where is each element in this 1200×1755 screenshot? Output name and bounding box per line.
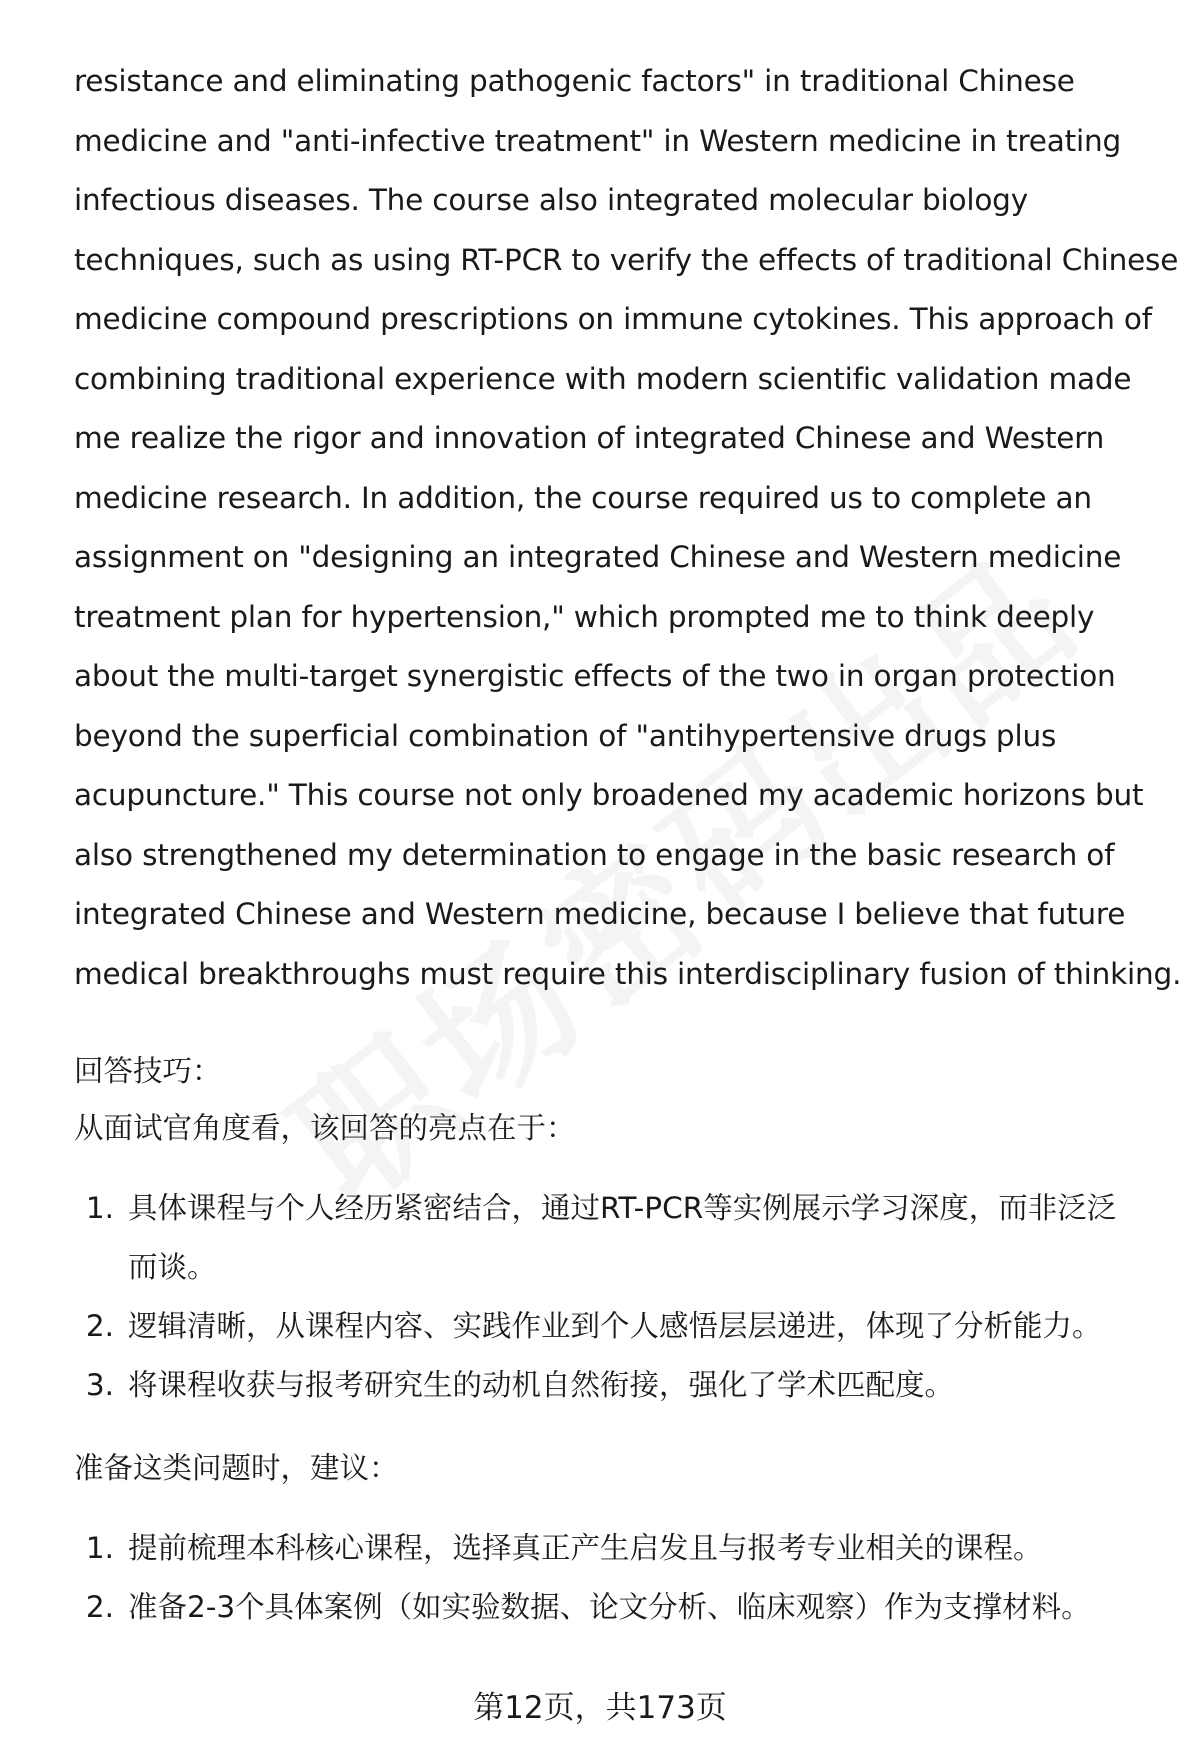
list-item [74, 1519, 1164, 1578]
list-item [74, 1179, 1164, 1297]
paragraph-line: me realize the rigor and innovation of integrated Chinese and Western [74, 421, 1105, 455]
paragraph-line: acupuncture." This course not only broadened my academic horizons but [74, 778, 1144, 812]
paragraph-line: combining traditional experience with modern scientific validation made [74, 361, 1132, 396]
tips-intro: 从面试官角度看，该回答的亮点在于： [74, 1111, 576, 1145]
list-number: 2. [85, 1309, 114, 1343]
list-item-text: 逻辑清晰，从课程内容、实践作业到个人感悟层层递进，体现了分析能力。 [128, 1309, 1102, 1343]
list-item-text: 准备2-3个具体案例（如实验数据、论文分析、临床观察）作为支撑材料。 [128, 1590, 1091, 1624]
document-content [74, 52, 1182, 1637]
list-item-text: 具体课程与个人经历紧密结合，通过RT-PCR等实例展示学习深度，而非泛泛 [128, 1191, 1117, 1225]
list-number: 1. [85, 1531, 114, 1565]
list-item [74, 1578, 1164, 1637]
list-number: 3. [85, 1368, 114, 1402]
paragraph-line: treatment plan for hypertension," which prompted me to think deeply [74, 599, 1095, 634]
paragraph-line: medicine and "anti-infective treatment" in Western medicine in treating [74, 123, 1122, 158]
list-item [74, 1297, 1164, 1356]
list-number: 2. [85, 1590, 114, 1624]
list-number: 1. [85, 1191, 114, 1225]
paragraph-line: resistance and eliminating pathogenic factors" in traditional Chinese [74, 64, 1075, 98]
list-item-text: 而谈。 [128, 1250, 217, 1284]
paragraph-line: techniques, such as using RT-PCR to verify the effects of traditional Chinese [74, 242, 1179, 277]
paragraph-line: also strengthened my determination to engage in the basic research of [74, 837, 1115, 872]
list-item-text: 将课程收获与报考研究生的动机自然衔接，强化了学术匹配度。 [128, 1368, 955, 1402]
paragraph-line: medical breakthroughs must require this interdisciplinary fusion of thinking. [74, 956, 1182, 991]
paragraph-line: medicine compound prescriptions on immune cytokines. This approach of [74, 302, 1152, 336]
page-number-footer: 第12页，共173页 [473, 1690, 727, 1726]
body-paragraph [74, 52, 1182, 1004]
tips-heading: 回答技巧： [74, 1054, 222, 1088]
paragraph-line: beyond the superficial combination of "antihypertensive drugs plus [74, 718, 1057, 753]
paragraph-line: infectious diseases. The course also integrated molecular biology [74, 183, 1028, 217]
paragraph-line: about the multi-target synergistic effects of the two in organ protection [74, 659, 1116, 693]
list-item [74, 1356, 1164, 1415]
highlights-list [74, 1179, 1164, 1415]
advice-heading: 准备这类问题时，建议： [74, 1451, 399, 1485]
list-item-text: 提前梳理本科核心课程，选择真正产生启发且与报考专业相关的课程。 [128, 1531, 1043, 1565]
paragraph-line: assignment on "designing an integrated Chinese and Western medicine [74, 540, 1122, 574]
paragraph-line: medicine research. In addition, the course required us to complete an [74, 480, 1092, 515]
paragraph-line: integrated Chinese and Western medicine, because I believe that future [74, 897, 1126, 931]
advice-list [74, 1519, 1164, 1637]
